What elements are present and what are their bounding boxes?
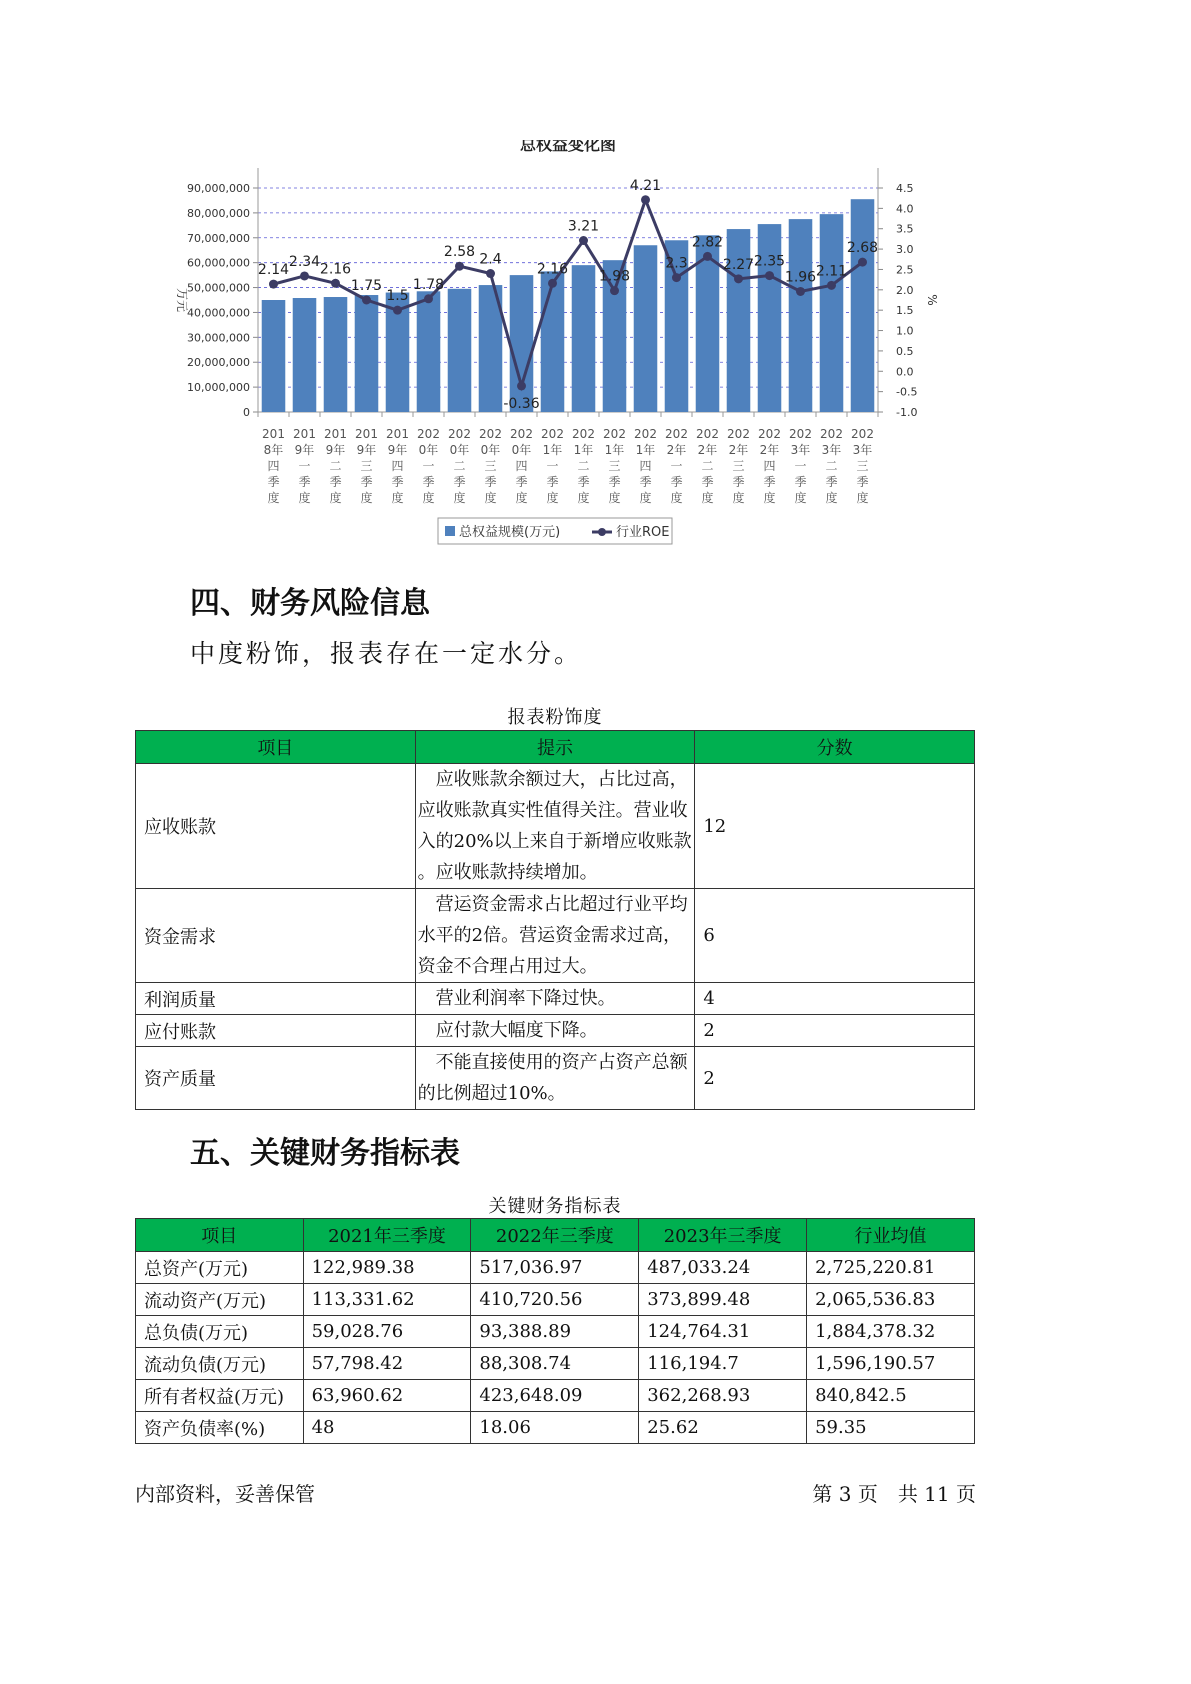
- risk-hint-line: 入的20%以上来自于新增应收账款: [417, 831, 692, 852]
- chart-x-tick-label: 度: [763, 491, 776, 505]
- chart-bar: [820, 214, 844, 412]
- chart-bar: [417, 291, 441, 412]
- chart-bar: [572, 265, 596, 412]
- metrics-value-cell: 410,720.56: [471, 1284, 639, 1316]
- chart-roe-point: [362, 296, 371, 305]
- chart-right-tick-label: 0.5: [896, 344, 914, 358]
- chart-left-tick-label: 80,000,000: [187, 206, 250, 220]
- chart-roe-data-label: 1.98: [598, 268, 631, 285]
- risk-hint-line: 水平的2倍。营运资金需求过高，: [417, 925, 682, 946]
- chart-roe-data-label: 2.82: [691, 234, 724, 251]
- chart-bar: [541, 271, 565, 412]
- chart-x-tick-label: 三: [484, 459, 497, 473]
- equity-chart-svg: [160, 140, 1040, 600]
- chart-x-tick-label: 2年: [759, 443, 780, 457]
- risk-hint-line: 。应收账款持续增加。: [417, 862, 598, 883]
- chart-x-tick-label: 0年: [418, 443, 439, 457]
- metrics-value-cell: 124,764.31: [639, 1316, 807, 1348]
- risk-table-row: [136, 889, 975, 983]
- chart-x-tick-label: 度: [484, 491, 497, 505]
- risk-hint-line: 营运资金需求占比超过行业平均: [417, 894, 688, 915]
- chart-roe-point: [858, 258, 867, 267]
- chart-x-tick-label: 季: [670, 475, 683, 489]
- chart-x-tick-label: 201: [262, 427, 285, 441]
- chart-bar: [851, 199, 875, 412]
- chart-x-tick-label: 9年: [356, 443, 377, 457]
- chart-x-tick-label: 1年: [542, 443, 563, 457]
- chart-x-tick-label: 三: [732, 459, 745, 473]
- chart-x-tick-label: 四: [267, 459, 280, 473]
- chart-right-tick-label: 1.5: [896, 304, 914, 318]
- risk-table-row: [136, 1015, 975, 1047]
- chart-roe-point: [610, 286, 619, 295]
- risk-table-row: [136, 983, 975, 1015]
- risk-hint-line: 的比例超过10%。: [417, 1083, 566, 1104]
- chart-x-tick-label: 度: [825, 491, 838, 505]
- chart-roe-data-label: 2.16: [536, 261, 569, 278]
- chart-x-tick-label: 202: [448, 427, 471, 441]
- chart-x-tick-label: 3年: [821, 443, 842, 457]
- chart-x-tick-label: 度: [856, 491, 869, 505]
- chart-x-tick-label: 四: [515, 459, 528, 473]
- chart-roe-point: [269, 280, 278, 289]
- metrics-value-cell: 2,725,220.81: [807, 1252, 975, 1284]
- metrics-value-cell: 59,028.76: [303, 1316, 471, 1348]
- risk-header-score: 分数: [695, 731, 975, 764]
- chart-roe-point: [331, 279, 340, 288]
- chart-x-tick-label: 二: [329, 459, 342, 473]
- chart-x-tick-label: 1年: [635, 443, 656, 457]
- metrics-value-cell: 48: [303, 1412, 471, 1444]
- chart-roe-point: [734, 274, 743, 283]
- chart-x-tick-label: 季: [360, 475, 373, 489]
- metrics-value-cell: 487,033.24: [639, 1252, 807, 1284]
- chart-roe-point: [765, 271, 774, 280]
- chart-x-tick-label: 四: [639, 459, 652, 473]
- metrics-header-2021q3: 2021年三季度: [303, 1219, 471, 1252]
- chart-roe-data-label: 2.35: [753, 253, 786, 270]
- metrics-value-cell: 57,798.42: [303, 1348, 471, 1380]
- chart-x-tick-label: 一: [794, 459, 807, 473]
- chart-x-tick-label: 2年: [728, 443, 749, 457]
- chart-x-tick-label: 2年: [697, 443, 718, 457]
- risk-hint-line: 营业利润率下降过快。: [417, 988, 616, 1009]
- chart-x-tick-label: 季: [298, 475, 311, 489]
- chart-bar: [510, 275, 534, 412]
- chart-roe-point: [393, 306, 402, 315]
- metrics-value-cell: 113,331.62: [303, 1284, 471, 1316]
- chart-roe-data-label: 2.4: [479, 251, 502, 268]
- chart-roe-point: [703, 252, 712, 261]
- chart-left-tick-label: 60,000,000: [187, 256, 250, 270]
- chart-legend-bar-label: 总权益规模(万元): [459, 525, 561, 540]
- risk-score-cell: 6: [695, 889, 975, 983]
- risk-score-cell: 2: [695, 1015, 975, 1047]
- chart-right-tick-label: -1.0: [896, 406, 918, 419]
- chart-x-tick-label: 3年: [790, 443, 811, 457]
- risk-hint-cell: [415, 764, 695, 889]
- chart-roe-data-label: 1.5: [386, 288, 409, 305]
- chart-roe-data-label: 2.3: [665, 255, 688, 272]
- chart-roe-point: [641, 195, 650, 204]
- chart-roe-data-label: 2.68: [846, 240, 879, 257]
- chart-roe-data-label: 1.78: [412, 276, 445, 293]
- risk-item-cell: 资金需求: [136, 889, 416, 983]
- chart-roe-point: [548, 279, 557, 288]
- chart-roe-data-label: 4.21: [629, 177, 662, 194]
- chart-roe-data-label: 2.11: [815, 263, 848, 280]
- risk-score-cell: 12: [695, 764, 975, 889]
- chart-roe-data-label: 2.34: [288, 253, 321, 270]
- chart-x-tick-label: 202: [417, 427, 440, 441]
- chart-x-tick-label: 季: [391, 475, 404, 489]
- chart-roe-data-label: 1.96: [784, 269, 817, 286]
- chart-x-tick-label: 三: [608, 459, 621, 473]
- chart-x-tick-label: 201: [293, 427, 316, 441]
- section4-summary: 中度粉饰，报表存在一定水分。: [190, 639, 583, 668]
- metrics-value-cell: 88,308.74: [471, 1348, 639, 1380]
- metrics-header-2023q3: 2023年三季度: [639, 1219, 807, 1252]
- chart-x-tick-label: 度: [360, 491, 373, 505]
- metrics-header-2022q3: 2022年三季度: [471, 1219, 639, 1252]
- chart-x-tick-label: 度: [267, 491, 280, 505]
- risk-table: [135, 730, 975, 1110]
- chart-right-tick-label: 4.0: [896, 202, 914, 216]
- chart-x-tick-label: 9年: [325, 443, 346, 457]
- chart-x-tick-label: 度: [391, 491, 404, 505]
- chart-x-tick-label: 季: [546, 475, 559, 489]
- chart-x-tick-label: 二: [825, 459, 838, 473]
- chart-x-tick-label: 度: [422, 491, 435, 505]
- chart-roe-data-label: 2.27: [722, 256, 755, 273]
- chart-x-tick-label: 季: [515, 475, 528, 489]
- risk-item-cell: 利润质量: [136, 983, 416, 1015]
- chart-x-tick-label: 度: [639, 491, 652, 505]
- chart-x-tick-label: 三: [856, 459, 869, 473]
- chart-right-tick-label: 4.5: [896, 182, 914, 195]
- chart-roe-data-label: -0.36: [503, 395, 540, 412]
- chart-x-tick-label: 度: [329, 491, 342, 505]
- chart-x-tick-label: 202: [758, 427, 781, 441]
- metrics-table-row: [136, 1348, 975, 1380]
- metrics-item-cell: 总负债(万元): [136, 1316, 304, 1348]
- metrics-table-header-row: [136, 1219, 975, 1252]
- chart-bar: [758, 224, 782, 412]
- chart-x-tick-label: 度: [546, 491, 559, 505]
- chart-roe-data-label: 2.14: [257, 262, 290, 279]
- metrics-table-row: [136, 1316, 975, 1348]
- risk-score-cell: 2: [695, 1047, 975, 1110]
- chart-x-tick-label: 202: [572, 427, 595, 441]
- metrics-item-cell: 所有者权益(万元): [136, 1380, 304, 1412]
- chart-right-tick-label: -0.5: [896, 385, 918, 399]
- chart-x-tick-label: 季: [577, 475, 590, 489]
- risk-hint-line: 应付款大幅度下降。: [417, 1020, 598, 1041]
- footer-page-number: 第 3 页 共 11 页: [812, 1482, 976, 1506]
- chart-left-tick-label: 10,000,000: [187, 381, 250, 395]
- metrics-value-cell: 63,960.62: [303, 1380, 471, 1412]
- chart-bar: [324, 297, 348, 412]
- metrics-value-cell: 18.06: [471, 1412, 639, 1444]
- chart-bar: [448, 289, 472, 412]
- risk-hint-cell: [415, 1047, 695, 1110]
- chart-bar: [789, 219, 813, 412]
- metrics-value-cell: 122,989.38: [303, 1252, 471, 1284]
- chart-x-tick-label: 季: [732, 475, 745, 489]
- chart-x-tick-label: 202: [510, 427, 533, 441]
- metrics-value-cell: 423,648.09: [471, 1380, 639, 1412]
- chart-x-tick-label: 季: [763, 475, 776, 489]
- chart-left-tick-label: 50,000,000: [187, 281, 250, 295]
- chart-x-tick-label: 202: [541, 427, 564, 441]
- chart-bar: [634, 245, 658, 412]
- chart-right-tick-label: 2.0: [896, 283, 914, 297]
- chart-roe-point: [424, 294, 433, 303]
- risk-hint-cell: [415, 983, 695, 1015]
- chart-right-tick-label: 3.0: [896, 243, 914, 257]
- risk-item-cell: 资产质量: [136, 1047, 416, 1110]
- chart-right-tick-label: 0.0: [896, 365, 914, 379]
- chart-bar: [262, 300, 286, 412]
- chart-x-tick-label: 度: [515, 491, 528, 505]
- chart-x-tick-label: 202: [851, 427, 874, 441]
- metrics-value-cell: 93,388.89: [471, 1316, 639, 1348]
- chart-x-tick-label: 0年: [449, 443, 470, 457]
- risk-hint-cell: [415, 889, 695, 983]
- metrics-item-cell: 流动负债(万元): [136, 1348, 304, 1380]
- chart-roe-point: [827, 281, 836, 290]
- metrics-value-cell: 840,842.5: [807, 1380, 975, 1412]
- metrics-table-caption: 关键财务指标表: [488, 1196, 622, 1217]
- metrics-value-cell: 517,036.97: [471, 1252, 639, 1284]
- risk-score-cell: 4: [695, 983, 975, 1015]
- chart-x-tick-label: 季: [329, 475, 342, 489]
- chart-x-tick-label: 一: [298, 459, 311, 473]
- metrics-item-cell: 流动资产(万元): [136, 1284, 304, 1316]
- chart-x-tick-label: 202: [696, 427, 719, 441]
- chart-bar: [293, 298, 317, 412]
- metrics-table: [135, 1218, 975, 1444]
- chart-right-tick-label: 2.5: [896, 263, 914, 277]
- chart-x-tick-label: 季: [701, 475, 714, 489]
- chart-left-tick-label: 40,000,000: [187, 306, 250, 320]
- chart-x-tick-label: 8年: [263, 443, 284, 457]
- metrics-value-cell: 59.35: [807, 1412, 975, 1444]
- chart-x-tick-label: 季: [484, 475, 497, 489]
- chart-legend-line-label: 行业ROE: [616, 525, 670, 540]
- chart-left-tick-label: 30,000,000: [187, 331, 250, 345]
- chart-x-tick-label: 度: [670, 491, 683, 505]
- risk-item-cell: 应收账款: [136, 764, 416, 889]
- chart-x-tick-label: 201: [355, 427, 378, 441]
- metrics-table-row: [136, 1380, 975, 1412]
- risk-hint-cell: [415, 1015, 695, 1047]
- chart-x-tick-label: 202: [665, 427, 688, 441]
- metrics-header-item: 项目: [136, 1219, 304, 1252]
- chart-x-tick-label: 度: [298, 491, 311, 505]
- chart-left-tick-label: 20,000,000: [187, 356, 250, 370]
- section4-heading: 四、财务风险信息: [190, 586, 430, 621]
- chart-x-tick-label: 202: [820, 427, 843, 441]
- metrics-table-row: [136, 1284, 975, 1316]
- chart-right-tick-label: 1.0: [896, 324, 914, 338]
- metrics-header-industry-avg: 行业均值: [807, 1219, 975, 1252]
- chart-x-tick-label: 度: [794, 491, 807, 505]
- metrics-value-cell: 373,899.48: [639, 1284, 807, 1316]
- chart-x-tick-label: 季: [639, 475, 652, 489]
- risk-header-hint: 提示: [415, 731, 695, 764]
- section5-heading: 五、关键财务指标表: [190, 1136, 460, 1171]
- metrics-value-cell: 25.62: [639, 1412, 807, 1444]
- metrics-value-cell: 1,596,190.57: [807, 1348, 975, 1380]
- chart-x-tick-label: 201: [386, 427, 409, 441]
- chart-x-tick-label: 四: [763, 459, 776, 473]
- risk-item-cell: 应付账款: [136, 1015, 416, 1047]
- risk-hint-line: 不能直接使用的资产占资产总额: [417, 1052, 688, 1073]
- chart-roe-point: [455, 262, 464, 271]
- chart-left-tick-label: 0: [243, 406, 250, 419]
- chart-x-tick-label: 季: [856, 475, 869, 489]
- chart-x-tick-label: 度: [608, 491, 621, 505]
- chart-x-tick-label: 季: [422, 475, 435, 489]
- metrics-value-cell: 2,065,536.83: [807, 1284, 975, 1316]
- chart-x-tick-label: 9年: [294, 443, 315, 457]
- chart-x-tick-label: 一: [422, 459, 435, 473]
- chart-x-tick-label: 度: [732, 491, 745, 505]
- chart-roe-point: [300, 271, 309, 280]
- chart-x-tick-label: 202: [479, 427, 502, 441]
- metrics-item-cell: 总资产(万元): [136, 1252, 304, 1284]
- chart-x-tick-label: 二: [577, 459, 590, 473]
- chart-x-tick-label: 度: [577, 491, 590, 505]
- chart-x-tick-label: 202: [603, 427, 626, 441]
- chart-left-tick-label: 70,000,000: [187, 231, 250, 245]
- chart-x-tick-label: 9年: [387, 443, 408, 457]
- metrics-value-cell: 116,194.7: [639, 1348, 807, 1380]
- chart-legend-line-marker: [598, 528, 606, 536]
- chart-x-tick-label: 201: [324, 427, 347, 441]
- chart-roe-point: [672, 273, 681, 282]
- chart-x-tick-label: 二: [701, 459, 714, 473]
- risk-table-row: [136, 764, 975, 889]
- chart-bar: [355, 295, 379, 412]
- metrics-value-cell: 362,268.93: [639, 1380, 807, 1412]
- chart-roe-point: [486, 269, 495, 278]
- chart-x-tick-label: 202: [634, 427, 657, 441]
- chart-roe-data-label: 1.75: [350, 278, 383, 294]
- chart-roe-point: [796, 287, 805, 296]
- chart-x-tick-label: 季: [608, 475, 621, 489]
- chart-left-tick-label: 90,000,000: [187, 182, 250, 195]
- chart-x-tick-label: 0年: [511, 443, 532, 457]
- chart-x-tick-label: 季: [267, 475, 280, 489]
- chart-x-tick-label: 季: [794, 475, 807, 489]
- chart-x-tick-label: 度: [701, 491, 714, 505]
- chart-right-tick-label: 3.5: [896, 222, 914, 236]
- risk-hint-line: 应收账款真实性值得关注。营业收: [417, 800, 688, 821]
- chart-x-tick-label: 一: [546, 459, 559, 473]
- chart-roe-data-label: 3.21: [567, 218, 600, 235]
- chart-x-tick-label: 1年: [573, 443, 594, 457]
- chart-x-tick-label: 三: [360, 459, 373, 473]
- chart-legend-bar-swatch: [445, 526, 455, 536]
- risk-hint-line: 资金不合理占用过大。: [417, 956, 598, 977]
- chart-x-tick-label: 2年: [666, 443, 687, 457]
- risk-header-item: 项目: [136, 731, 416, 764]
- chart-x-tick-label: 1年: [604, 443, 625, 457]
- equity-chart: [160, 140, 1040, 600]
- chart-right-axis-title: %: [925, 294, 939, 306]
- risk-hint-line: 应收账款余额过大，占比过高，: [417, 769, 688, 790]
- chart-x-tick-label: 202: [789, 427, 812, 441]
- chart-x-tick-label: 202: [727, 427, 750, 441]
- chart-left-axis-title: 万元: [175, 287, 189, 313]
- footer-confidential: 内部资料，妥善保管: [135, 1482, 315, 1506]
- metrics-table-row: [136, 1252, 975, 1284]
- chart-x-tick-label: 3年: [852, 443, 873, 457]
- chart-x-tick-label: 一: [670, 459, 683, 473]
- chart-roe-point: [579, 236, 588, 245]
- chart-x-tick-label: 0年: [480, 443, 501, 457]
- risk-table-caption: 报表粉饰度: [507, 707, 603, 728]
- chart-roe-data-label: 2.58: [443, 244, 476, 261]
- chart-title: 总权益变化图: [519, 140, 617, 154]
- chart-x-tick-label: 四: [391, 459, 404, 473]
- chart-x-tick-label: 度: [453, 491, 466, 505]
- chart-x-tick-label: 季: [825, 475, 838, 489]
- chart-x-tick-label: 季: [453, 475, 466, 489]
- risk-table-header-row: [136, 731, 975, 764]
- metrics-value-cell: 1,884,378.32: [807, 1316, 975, 1348]
- risk-table-row: [136, 1047, 975, 1110]
- chart-roe-data-label: 2.16: [319, 261, 352, 278]
- chart-roe-point: [517, 381, 526, 390]
- metrics-item-cell: 资产负债率(%): [136, 1412, 304, 1444]
- chart-x-tick-label: 二: [453, 459, 466, 473]
- metrics-table-row: [136, 1412, 975, 1444]
